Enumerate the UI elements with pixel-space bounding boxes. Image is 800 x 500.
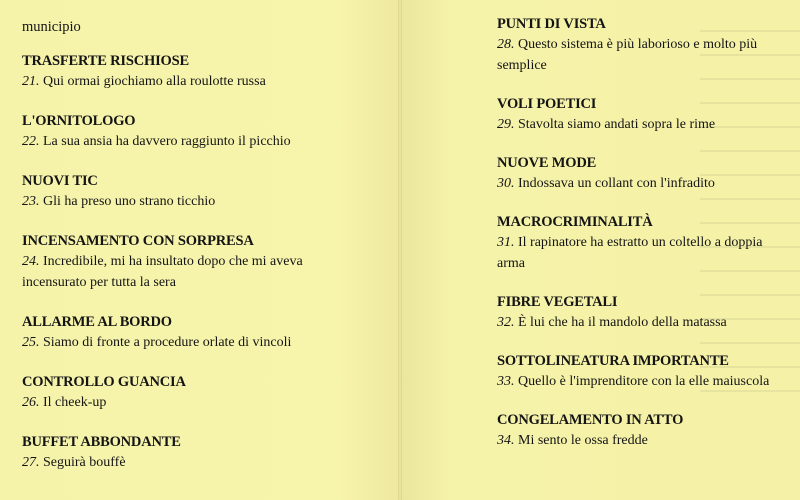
entry-text	[22, 251, 312, 293]
entry-body: Qui ormai giochiamo alla roulotte russa	[43, 74, 266, 89]
entry-title: FIBRE VEGETALI	[497, 294, 618, 310]
entry-number: 34.	[497, 433, 515, 448]
entry-23	[22, 171, 398, 212]
entry-text	[22, 332, 312, 353]
entry-body: Il cheek-up	[43, 395, 107, 410]
entry-title: SOTTOLINEATURA IMPORTANTE	[497, 353, 729, 369]
entry-body: La sua ansia ha davvero raggiunto il picchio	[43, 134, 291, 149]
entry-25	[22, 312, 398, 353]
entry-body: Questo sistema è più laborioso e molto più semplice	[497, 37, 758, 73]
entry-body: Stavolta siamo andati sopra le rime	[518, 117, 716, 132]
entry-title: ALLARME AL BORDO	[22, 314, 172, 330]
entry-body: Seguirà bouffè	[43, 455, 126, 470]
entry-number: 27.	[22, 455, 40, 470]
entry-text	[22, 131, 312, 152]
entry-26	[22, 372, 398, 413]
entry-title: CONTROLLO GUANCIA	[22, 374, 186, 390]
entry-number: 24.	[22, 254, 40, 269]
entry-body: Il rapinatore ha estratto un coltello a doppia arma	[497, 235, 763, 271]
entry-number: 30.	[497, 176, 515, 191]
entry-text	[22, 392, 312, 413]
entry-number: 33.	[497, 374, 515, 389]
entry-body: Gli ha preso uno strano ticchio	[43, 194, 216, 209]
entry-22	[22, 111, 398, 152]
entry-body: Quello è l'imprenditore con la elle maiuscola	[518, 374, 770, 389]
continuation-text: municipio	[22, 19, 81, 35]
entry-title: CONGELAMENTO IN ATTO	[497, 412, 684, 428]
entry-body: È lui che ha il mandolo della matassa	[518, 315, 727, 330]
entry-24	[22, 231, 398, 293]
entry-number: 23.	[22, 194, 40, 209]
entry-title: VOLI POETICI	[497, 96, 597, 112]
entry-title: TRASFERTE RISCHIOSE	[22, 53, 189, 69]
entry-number: 32.	[497, 315, 515, 330]
entry-body: Incredibile, mi ha insultato dopo che mi aveva incensurato per tutta la sera	[22, 254, 303, 290]
entry-title: NUOVI TIC	[22, 173, 98, 189]
entry-number: 31.	[497, 235, 515, 250]
entry-number: 26.	[22, 395, 40, 410]
entry-title: L'ORNITOLOGO	[22, 113, 136, 129]
entry-title: BUFFET ABBONDANTE	[22, 434, 181, 450]
entry-text	[22, 71, 312, 92]
entry-title: PUNTI DI VISTA	[497, 16, 606, 32]
entry-21	[22, 51, 398, 92]
entry-number: 22.	[22, 134, 40, 149]
entry-title: MACROCRIMINALITÀ	[497, 214, 653, 230]
entry-number: 25.	[22, 335, 40, 350]
left-page	[0, 0, 398, 500]
show-through-texture	[700, 30, 800, 470]
entry-text	[22, 452, 312, 473]
entry-title: INCENSAMENTO CON SORPRESA	[22, 233, 254, 249]
entry-body: Siamo di fronte a procedure orlate di vincoli	[43, 335, 292, 350]
entry-title: NUOVE MODE	[497, 155, 597, 171]
entry-number: 29.	[497, 117, 515, 132]
entry-number: 28.	[497, 37, 515, 52]
entry-number: 21.	[22, 74, 40, 89]
entry-27	[22, 432, 398, 473]
entry-body: Indossava un collant con l'infradito	[518, 176, 715, 191]
entry-body: Mi sento le ossa fredde	[518, 433, 648, 448]
entry-text	[22, 191, 312, 212]
